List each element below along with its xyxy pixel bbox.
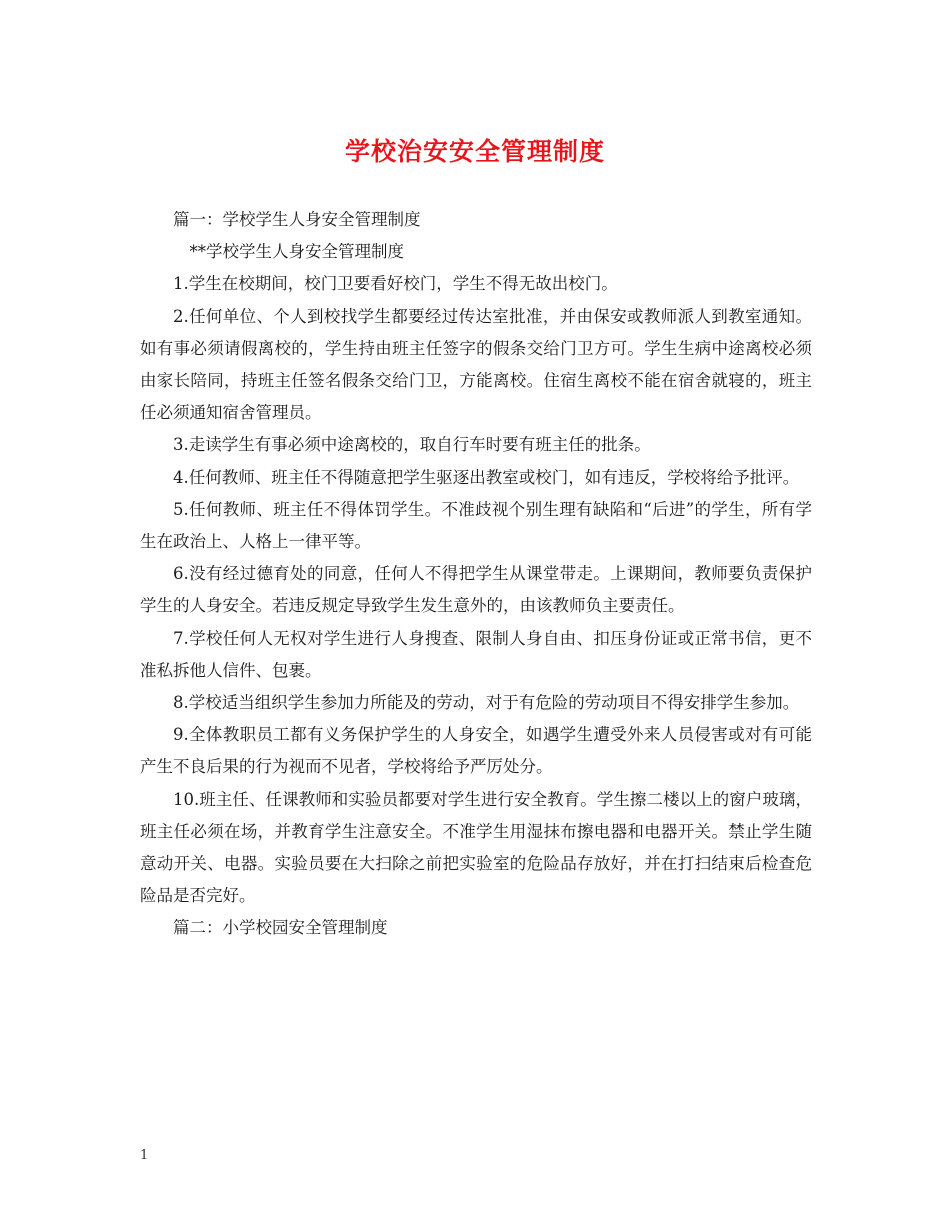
paragraph-item-3: 3.走读学生有事必须中途离校的，取自行车时要有班主任的批条。 bbox=[173, 435, 651, 455]
document-body bbox=[140, 204, 812, 945]
document-title: 学校治安安全管理制度 bbox=[344, 137, 605, 166]
paragraph-item-1: 1.学生在校期间，校门卫要看好校门，学生不得无故出校门。 bbox=[173, 274, 618, 294]
section-heading-2: 篇二：小学校园安全管理制度 bbox=[173, 918, 388, 938]
paragraph-item-4: 4.任何教师、班主任不得随意把学生驱逐出教室或校门，如有违反，学校将给予批评。 bbox=[173, 467, 800, 487]
section-heading-1: 篇一：学校学生人身安全管理制度 bbox=[173, 210, 421, 229]
subsection-heading: **学校学生人身安全管理制度 bbox=[189, 242, 404, 262]
paragraph-item-10: 10.班主任、任课教师和实验员都要对学生进行安全教育。学生擦二楼以上的窗户玻璃，班主任必须在场，并教育学生注意安全。不准学生用湿抹布擦电器和电器开关。禁止学生随意动开关、电器。实验员要在大扫除之前把实验室的危险品存放好，并在打扫结束后检查危险品是否完好。 bbox=[140, 789, 812, 906]
paragraph-item-5: 5.任何教师、班主任不得体罚学生。不准歧视个别生理有缺陷和“后进”的学生，所有学生在政治上、人格上一律平等。 bbox=[140, 499, 812, 552]
paragraph-item-6: 6.没有经过德育处的同意，任何人不得把学生从课堂带走。上课期间，教师要负责保护学生的人身安全。若违反规定导致学生发生意外的，由该教师负主要责任。 bbox=[140, 564, 812, 616]
page-number: 1 bbox=[140, 1148, 149, 1163]
paragraph-item-8: 8.学校适当组织学生参加力所能及的劳动，对于有危险的劳动项目不得安排学生参加。 bbox=[173, 693, 800, 713]
paragraph-item-7: 7.学校任何人无权对学生进行人身搜查、限制人身自由、扣压身份证或正常书信，更不准私拆他人信件、包裹。 bbox=[140, 628, 812, 680]
paragraph-item-2: 2.任何单位、个人到校找学生都要经过传达室批准，并由保安或教师派人到教室通知。如有事必须请假离校的，学生持由班主任签字的假条交给门卫方可。学生生病中途离校必须由家长陪同，持班主任签名假条交给门卫，方能离校。住宿生离校不能在宿舍就寝的，班主任必须通知宿舍管理员。 bbox=[140, 306, 812, 423]
paragraph-item-9: 9.全体教职员工都有义务保护学生的人身安全，如遇学生遭受外来人员侵害或对有可能产生不良后果的行为视而不见者，学校将给予严厉处分。 bbox=[140, 725, 812, 777]
